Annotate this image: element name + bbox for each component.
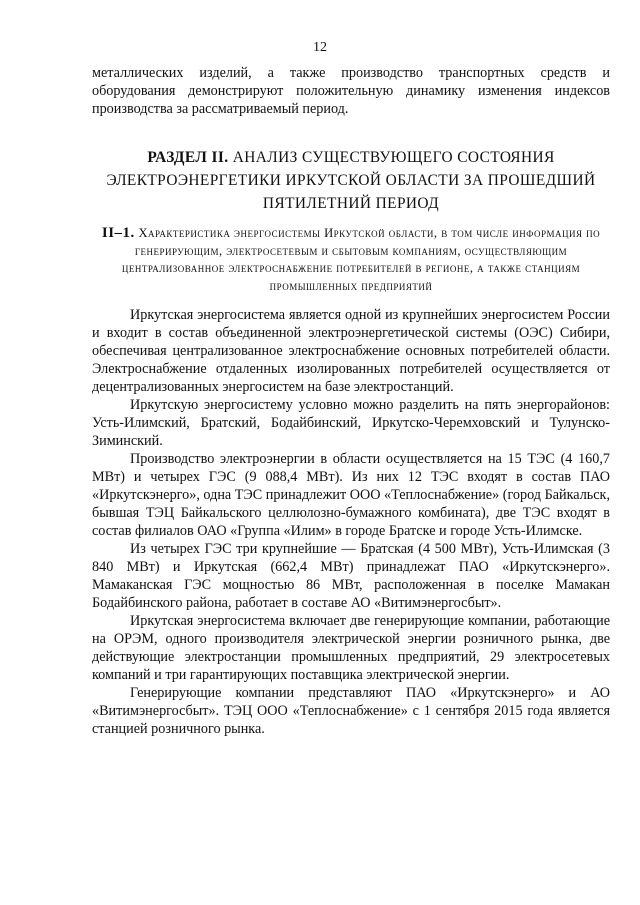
section-label: РАЗДЕЛ II. [147,149,229,166]
paragraph: Иркутская энергосистема включает две генерирующие компании, работающие на ОРЭМ, одного производителя электрической энергии розничного рынка, две действующие электростанции промышленных предприятий, 29 электросетевых компаний и три гарантирующих поставщика электрической энергии. [92,613,610,683]
section-title-text: АНАЛИЗ СУЩЕСТВУЮЩЕГО СОСТОЯНИЯ ЭЛЕКТРОЭНЕРГЕТИКИ ИРКУТСКОЙ ОБЛАСТИ ЗА ПРОШЕДШИЙ ПЯТИЛЕТНИЙ ПЕРИОД [106,149,596,212]
subsection-title-text: Характеристика энергосистемы Иркутской области, в том числе информация по генерирующим, электросетевым и сбытовым компаниям, осуществляющим централизованное электроснабжение потребителей в регионе, а также станциям промышленных предприятий [121,226,601,293]
page-number: 12 [313,40,327,55]
paragraph: Генерирующие компании представляют ПАО «Иркутскэнерго» и АО «Витимэнергосбыт». ТЭЦ ООО «Теплоснабжение» с 1 сентября 2015 года является станцией розничного рынка. [92,685,610,737]
paragraph: Из четырех ГЭС три крупнейшие — Братская (4 500 МВт), Усть-Илимская (3 840 МВт) и Иркутская (662,4 МВт) принадлежат ПАО «Иркутскэнерго». Мамаканская ГЭС мощностью 86 МВт, расположенная в поселке Мамакан Бодайбинского района, работает в составе АО «Витимэнергосбыт». [92,541,610,611]
section-title [92,146,610,215]
paragraph: Иркутская энергосистема является одной из крупнейших энергосистем России и входит в состав объединенной электроэнергетической системы (ОЭС) Сибири, обеспечивая централизованное электроснабжение основных потребителей области. Электроснабжение отдаленных изолированных потребителей осуществляется от децентрализованных энергосистем на базе электростанций. [92,307,610,395]
subsection-title [92,225,610,295]
page-content [92,64,610,738]
paragraph: Производство электроэнергии в области осуществляется на 15 ТЭС (4 160,7 МВт) и четырех ГЭС (9 088,4 МВт). Из них 12 ТЭС входят в состав ПАО «Иркутскэнерго», одна ТЭС принадлежит ООО «Теплоснабжение» (город Байкальск, бывшая ТЭЦ Байкальского целлюлозно-бумажного комбината), две ТЭС входят в состав филиалов ОАО «Группа «Илим» в городе Братске и городе Усть-Илимске. [92,451,610,539]
paragraph: Иркутскую энергосистему условно можно разделить на пять энергорайонов: Усть-Илимский, Братский, Бодайбинский, Иркутско-Черемховский и Тулунско-Зиминский. [92,397,610,449]
intro-paragraph: металлических изделий, а также производство транспортных средств и оборудования демонстрируют положительную динамику изменения индексов производства за рассматриваемый период. [92,65,610,117]
subsection-number: II–1. [101,225,135,241]
